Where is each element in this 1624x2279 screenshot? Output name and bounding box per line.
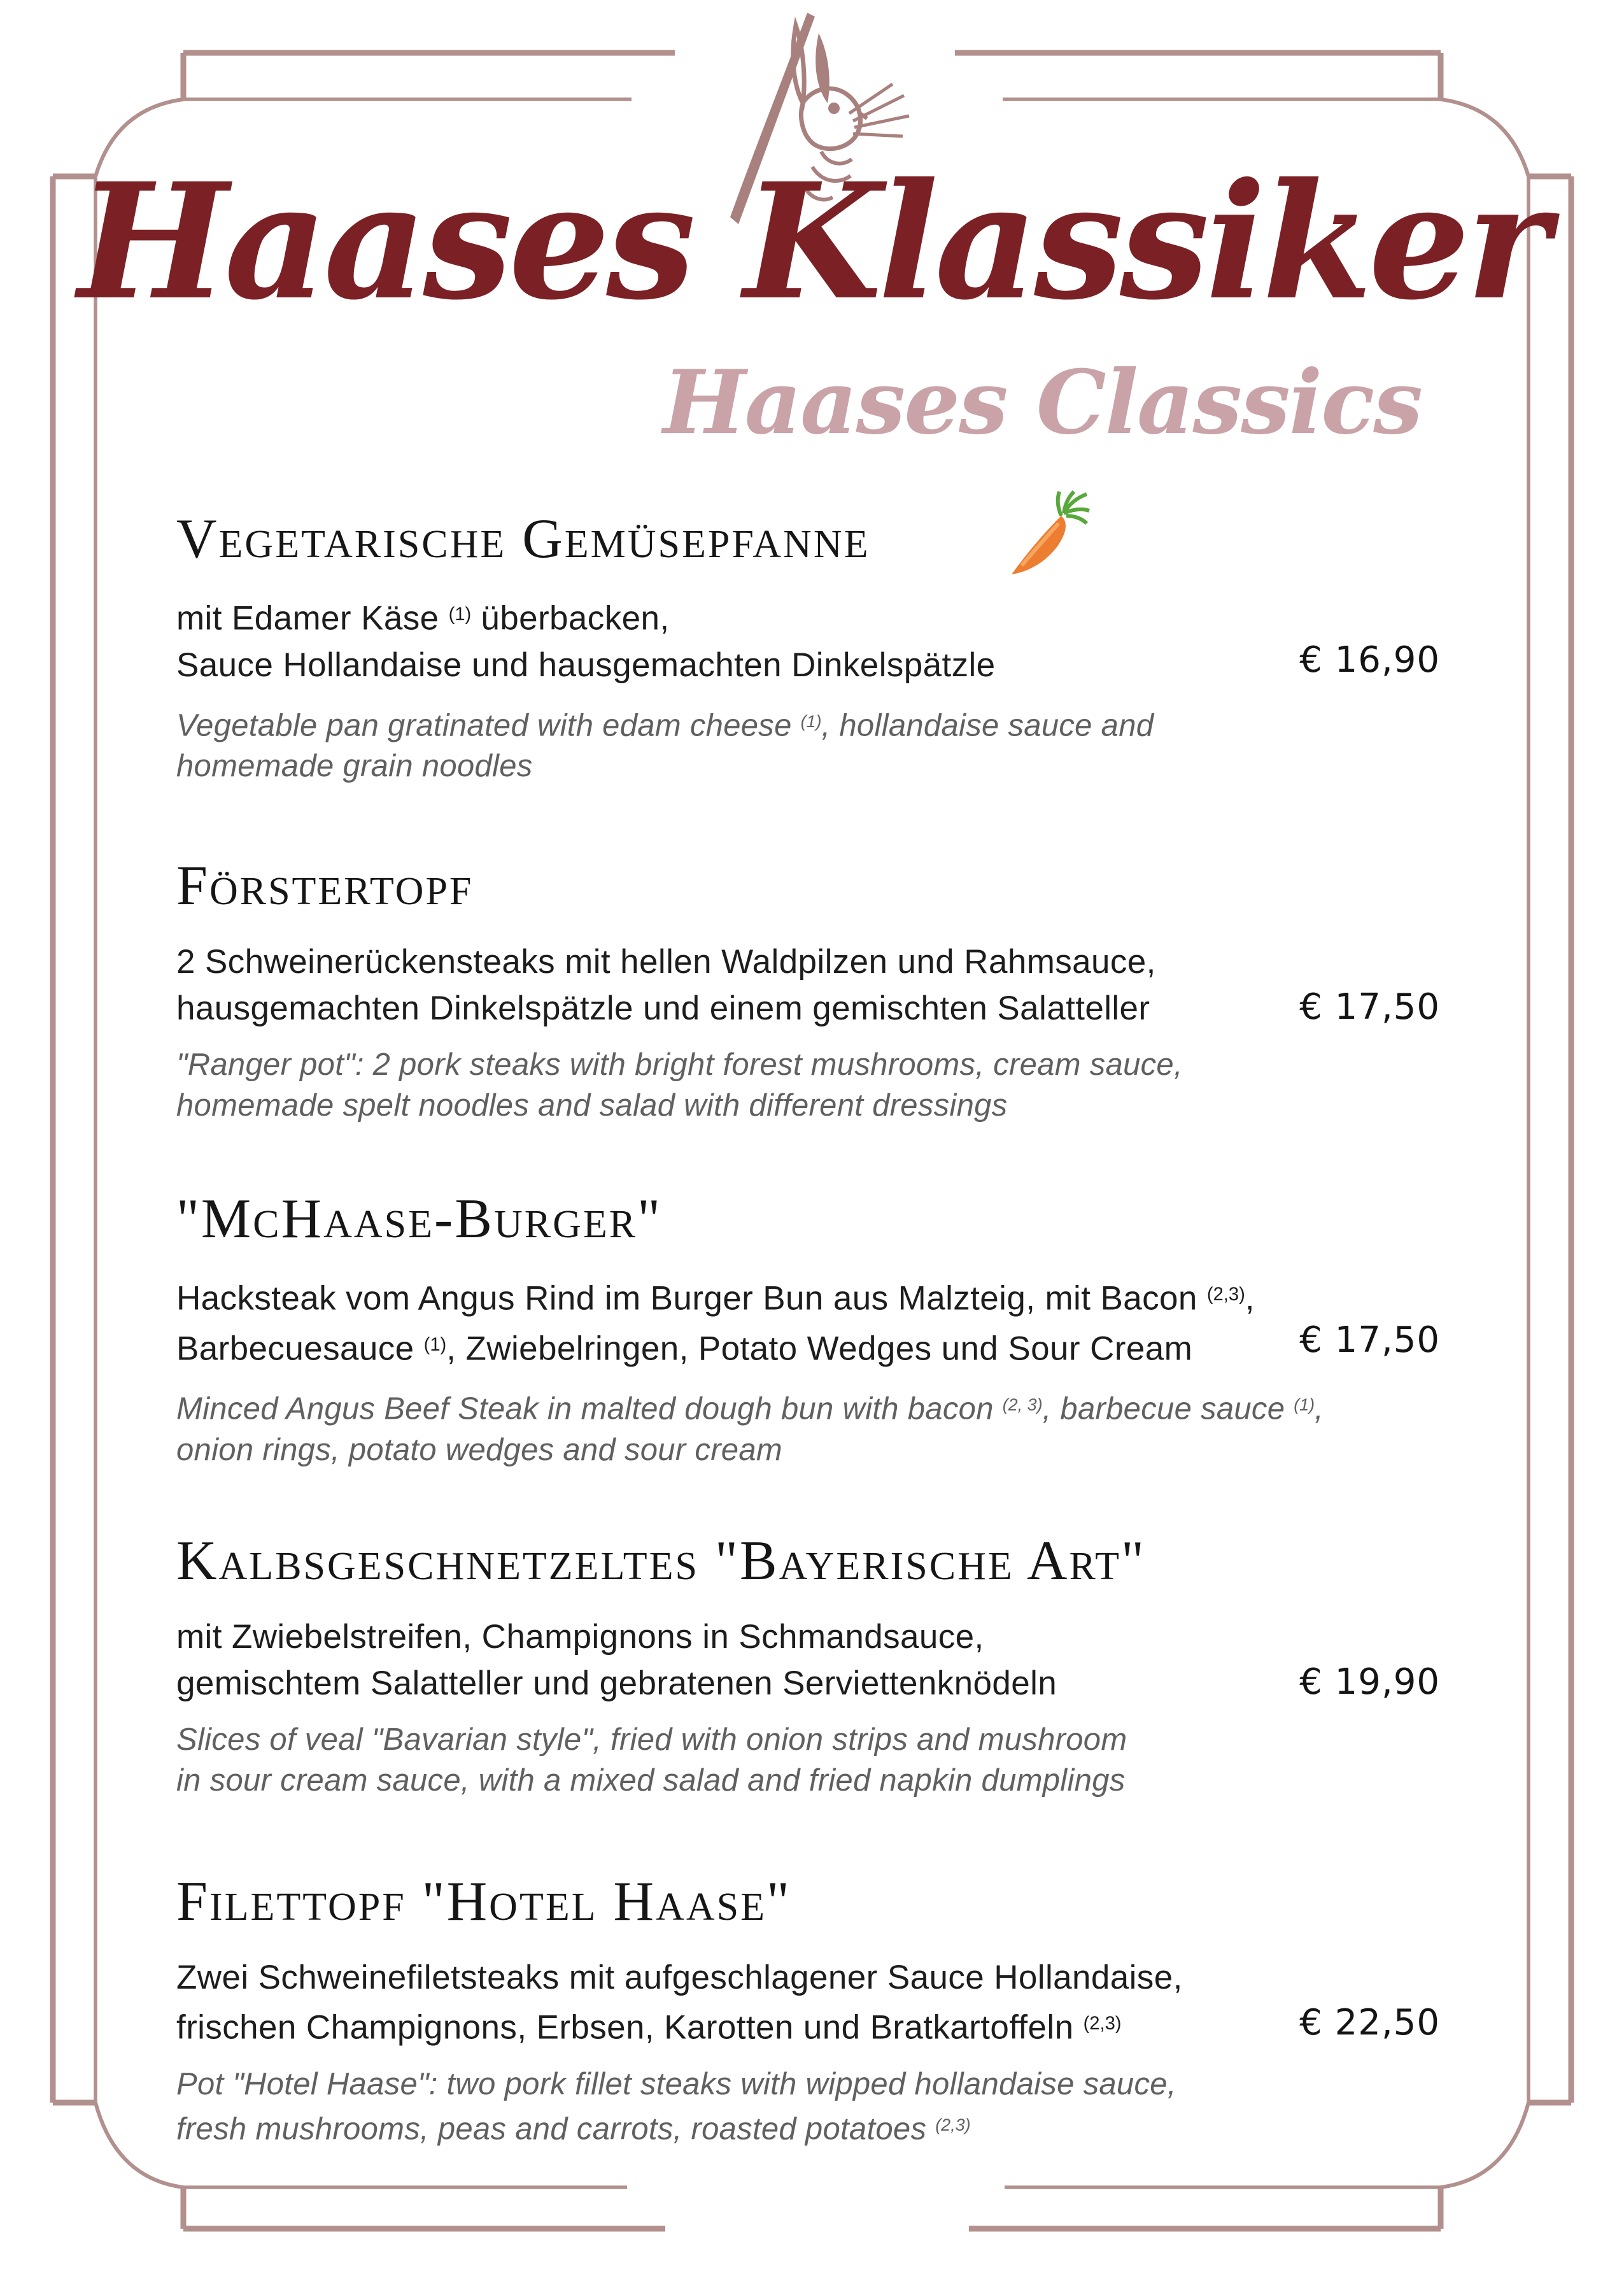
text-segment: hausgemachten Dinkelspätzle und einem gemischten Salatteller <box>176 990 1150 1028</box>
item-description-en <box>176 2064 1440 2149</box>
page-subtitle: Haases Classics <box>663 350 1422 454</box>
text-segment: mit Zwiebelstreifen, Champignons in Schmandsauce, <box>176 1618 984 1656</box>
footnote-marker: (1) <box>800 711 822 731</box>
description-line-en <box>176 2105 1440 2149</box>
item-description-en <box>176 1044 1440 1126</box>
item-price: € 17,50 <box>1299 986 1440 1028</box>
text-segment: Vegetable pan gratinated with edam cheese <box>176 708 801 743</box>
text-segment: , Zwiebelringen, Potato Wedges und Sour Cream <box>446 1330 1193 1368</box>
item-title: Filettopf "Hotel Haase" <box>176 1871 791 1933</box>
text-segment: , <box>1315 1391 1324 1426</box>
text-segment: homemade grain noodles <box>176 749 533 784</box>
description-line-de <box>176 2001 1440 2051</box>
text-segment: frischen Champignons, Erbsen, Karotten und Bratkartoffeln <box>176 2008 1084 2047</box>
description-line-en <box>176 1384 1440 1429</box>
description-line-en <box>176 746 1440 786</box>
description-line-en <box>176 1430 1440 1470</box>
footnote-marker: (1) <box>448 604 472 625</box>
footnote-marker: (1) <box>423 1334 447 1355</box>
text-segment: 2 Schweinerückensteaks mit hellen Waldpilzen und Rahmsauce, <box>176 943 1156 981</box>
text-segment: , barbecue sauce <box>1042 1391 1294 1426</box>
item-description-en <box>176 701 1440 786</box>
menu-item <box>176 1872 1440 2149</box>
text-segment: mit Edamer Käse <box>176 599 449 637</box>
description-line-de <box>176 1272 1440 1322</box>
description-line-de <box>176 592 1440 642</box>
footnote-marker: (2, 3) <box>1002 1395 1043 1415</box>
description-line-de <box>176 1614 1440 1660</box>
item-title: "McHaase-Burger" <box>176 1188 663 1250</box>
text-segment: Minced Angus Beef Steak in malted dough bun with bacon <box>176 1391 1003 1426</box>
footnote-marker: (1) <box>1294 1395 1315 1415</box>
item-title: Kalbsgeschnetzeltes "Bayerische Art" <box>176 1530 1146 1592</box>
text-segment: fresh mushrooms, peas and carrots, roasted potatoes <box>176 2112 936 2147</box>
menu-item <box>176 509 1440 786</box>
menu-item <box>176 1189 1440 1470</box>
description-line-de <box>176 1954 1440 2001</box>
text-segment: Sauce Hollandaise und hausgemachten Dinkelspätzle <box>176 646 996 684</box>
text-segment: , hollandaise sauce and <box>821 708 1154 743</box>
text-segment: onion rings, potato wedges and sour cream <box>176 1432 783 1467</box>
item-price: € 16,90 <box>1299 639 1440 681</box>
text-segment: "Ranger pot": 2 pork steaks with bright forest mushrooms, cream sauce, <box>176 1047 1183 1083</box>
item-description-de <box>176 939 1440 1032</box>
description-line-en <box>176 1760 1440 1801</box>
description-line-en <box>176 1085 1440 1126</box>
item-description-de <box>176 1272 1440 1372</box>
page-title: Haases Klassiker <box>78 148 1546 335</box>
text-segment: Hacksteak vom Angus Rind im Burger Bun aus Malzteig, mit Bacon <box>176 1279 1207 1317</box>
description-line-en <box>176 1044 1440 1085</box>
description-line-de <box>176 1660 1440 1707</box>
item-price: € 22,50 <box>1299 2002 1440 2043</box>
description-line-de <box>176 985 1440 1032</box>
text-segment: Zwei Schweinefiletsteaks mit aufgeschlagener Sauce Hollandaise, <box>176 1959 1183 1997</box>
description-line-en <box>176 2064 1440 2105</box>
description-line-de <box>176 1322 1440 1372</box>
text-segment: überbacken, <box>471 599 670 637</box>
footnote-marker: (2,3) <box>935 2115 971 2134</box>
item-title: Vegetarische Gemüsepfanne <box>176 508 870 570</box>
item-description-en <box>176 1719 1440 1801</box>
item-title: Förstertopf <box>176 855 474 917</box>
text-segment: gemischtem Salatteller und gebratenen Serviettenknödeln <box>176 1665 1057 1703</box>
item-description-de <box>176 592 1440 688</box>
description-line-en <box>176 1719 1440 1760</box>
item-description-de <box>176 1614 1440 1707</box>
text-segment: Pot "Hotel Haase": two pork fillet steaks with wipped hollandaise sauce, <box>176 2066 1176 2101</box>
description-line-de <box>176 939 1440 985</box>
item-description-en <box>176 1384 1440 1470</box>
description-line-de <box>176 642 1440 688</box>
footnote-marker: (2,3) <box>1083 2013 1122 2034</box>
text-segment: homemade spelt noodles and salad with different dressings <box>176 1088 1008 1123</box>
footnote-marker: (2,3) <box>1206 1284 1245 1305</box>
item-price: € 17,50 <box>1299 1319 1440 1361</box>
menu-item <box>176 856 1440 1126</box>
item-description-de <box>176 1954 1440 2051</box>
text-segment: , <box>1245 1279 1255 1317</box>
text-segment: Slices of veal "Bavarian style", fried with onion strips and mushroom <box>176 1722 1127 1757</box>
menu-item <box>176 1531 1440 1801</box>
description-line-en <box>176 701 1440 746</box>
text-segment: in sour cream sauce, with a mixed salad and fried napkin dumplings <box>176 1763 1126 1798</box>
item-price: € 19,90 <box>1299 1661 1440 1703</box>
text-segment: Barbecuesauce <box>176 1330 424 1368</box>
